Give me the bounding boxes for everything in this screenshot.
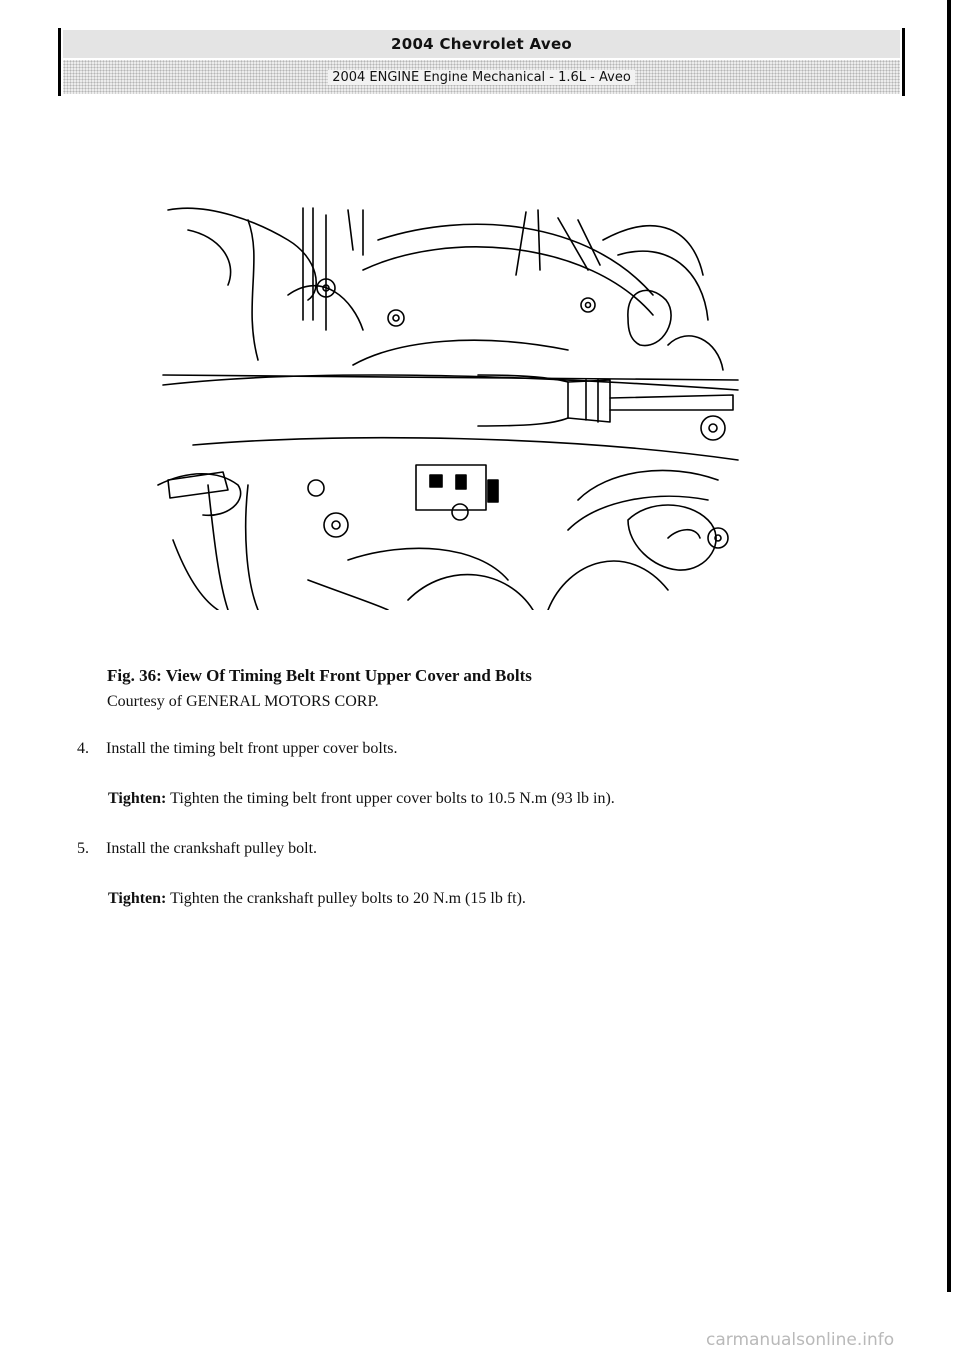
tighten-label: Tighten: xyxy=(108,890,167,907)
figure-credit: Courtesy of GENERAL MOTORS CORP. xyxy=(107,693,379,710)
figure-caption: Fig. 36: View Of Timing Belt Front Upper Cover and Bolts xyxy=(107,666,532,685)
document-title: 2004 Chevrolet Aveo xyxy=(63,30,900,58)
page-border-right xyxy=(947,0,951,1292)
page-header xyxy=(63,30,900,94)
tighten-text: Tighten the crankshaft pulley bolts to 20 N.m (15 lb ft). xyxy=(166,890,526,907)
tighten-instruction xyxy=(108,790,615,808)
step-text: Install the crankshaft pulley bolt. xyxy=(106,840,318,857)
header-frame-right xyxy=(902,28,905,96)
tighten-label: Tighten: xyxy=(108,790,167,807)
document-subtitle-bar xyxy=(63,60,900,94)
engine-illustration xyxy=(148,200,748,610)
step-number: 4. xyxy=(77,740,89,757)
tighten-instruction xyxy=(108,890,526,908)
header-frame-left xyxy=(58,28,61,96)
document-subtitle: 2004 ENGINE Engine Mechanical - 1.6L - Aveo xyxy=(328,70,635,85)
step-text: Install the timing belt front upper cover bolts. xyxy=(106,740,398,757)
step-number: 5. xyxy=(77,840,89,857)
watermark-link[interactable]: carmanualsonline.info xyxy=(706,1330,895,1350)
tighten-text: Tighten the timing belt front upper cover bolts to 10.5 N.m (93 lb in). xyxy=(166,790,615,807)
